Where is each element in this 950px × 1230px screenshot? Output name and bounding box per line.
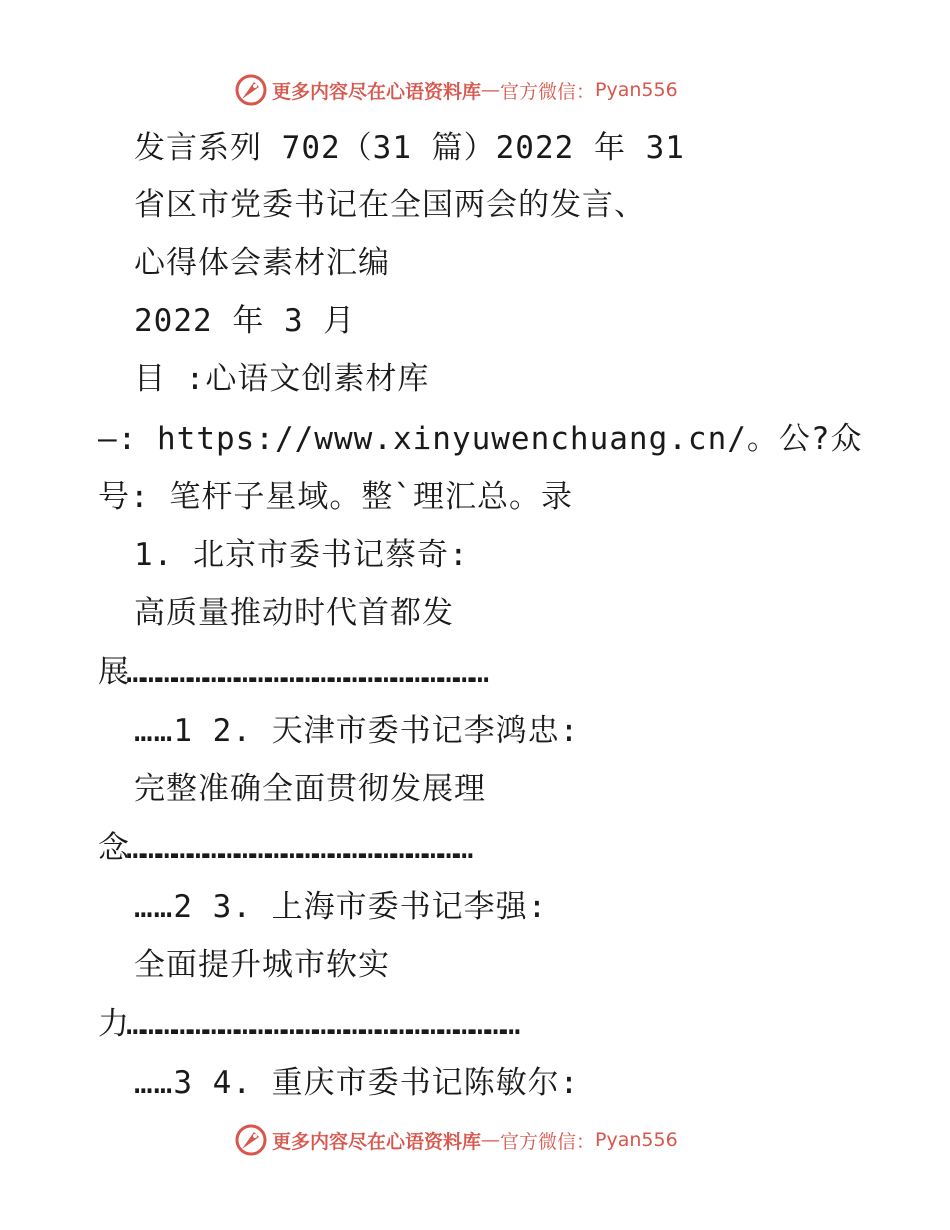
banner-official-label: 官方微信： — [500, 80, 596, 103]
text-line-5: 目 :心语文创素材库 — [134, 361, 430, 397]
toc-entry-3: ……2 3. 上海市委书记李强: — [134, 889, 548, 925]
banner-separator: — — [481, 79, 501, 101]
text-line-7: 号: 笔杆子星域。整`理汇总。录 — [98, 479, 573, 515]
text-line-2: 省区市党委书记在全国两会的发言、 — [134, 187, 646, 223]
banner-official-label: 官方微信： — [500, 1130, 596, 1153]
pen-nib-logo-icon — [234, 73, 268, 107]
toc-entry-3-title: 全面提升城市软实 — [134, 947, 390, 983]
toc-entry-2-leader: 念………………………………………………………… — [98, 830, 471, 866]
toc-entry-2: ……1 2. 天津市委书记李鸿忠: — [134, 713, 580, 749]
banner-brand-text: 更多内容尽在心语资料库 — [272, 80, 482, 103]
header-watermark-banner — [234, 72, 678, 108]
text-line-6: —: https://www.xinyuwenchuang.cn/。公?众 — [98, 421, 863, 457]
toc-entry-1-title: 高质量推动时代首都发 — [134, 595, 454, 631]
text-line-3: 心得体会素材汇编 — [134, 245, 390, 281]
banner-separator: — — [481, 1129, 501, 1151]
banner-wechat-handle: Pyan556 — [595, 1129, 678, 1151]
toc-entry-3-leader: 力………………………………………………………………… — [98, 1006, 518, 1042]
toc-entry-2-title: 完整准确全面贯彻发展理 — [134, 771, 486, 807]
toc-entry-1-leader: 展…………………………………………………………… — [98, 654, 487, 690]
toc-entry-1: 1. 北京市委书记蔡奇: — [134, 537, 469, 573]
pen-nib-logo-icon — [234, 1123, 268, 1157]
text-line-1: 发言系列 702（31 篇）2022 年 31 — [134, 130, 685, 166]
banner-brand-text: 更多内容尽在心语资料库 — [272, 1130, 482, 1153]
text-line-4: 2022 年 3 月 — [134, 303, 356, 339]
footer-watermark-banner — [234, 1122, 678, 1158]
banner-wechat-handle: Pyan556 — [595, 79, 678, 101]
toc-entry-4: ……3 4. 重庆市委书记陈敏尔: — [134, 1065, 580, 1101]
